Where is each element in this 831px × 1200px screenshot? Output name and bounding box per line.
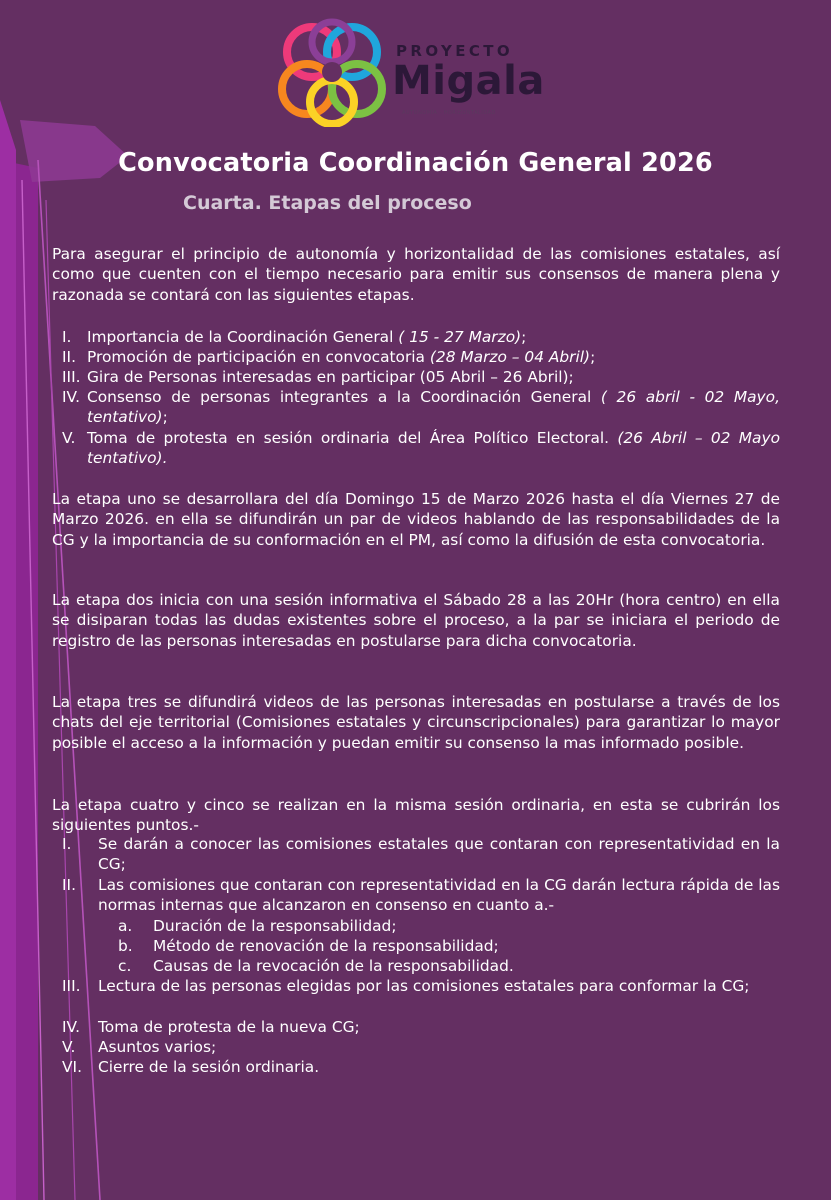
stage-text: Gira de Personas interesadas en participar (05 Abril – 26 Abril); (87, 368, 574, 386)
stage-text: Toma de protesta en sesión ordinaria del Área Político Electoral. (87, 429, 610, 447)
stage-text: Promoción de participación en convocatoria (87, 348, 425, 366)
stage-dates: (26 Abril – 02 Mayo tentativo). (87, 429, 780, 468)
point-text: Lectura de las personas elegidas por las comisiones estatales para conformar la CG; (98, 977, 750, 995)
point-text: Las comisiones que contaran con representatividad en la CG darán lectura rápida de las normas internas que alcanzaron en consenso en cuanto a.- (98, 876, 780, 915)
stage-number: III. (62, 368, 81, 386)
point-text: Asuntos varios; (98, 1038, 217, 1056)
sub-point-text: Causas de la revocación de la responsabilidad. (153, 957, 514, 975)
stage-text: Importancia de la Coordinación General (87, 328, 394, 346)
stage-number: II. (62, 348, 76, 366)
brand-tagline: AUTONOMÍA · HORIZONTALIDAD (402, 110, 496, 116)
point-text: Se darán a conocer las comisiones estatales que contaran con representatividad en la CG; (98, 835, 780, 874)
sub-point-text: Método de renovación de la responsabilidad; (153, 937, 499, 955)
page-title: Convocatoria Coordinación General 2026 (118, 148, 713, 178)
stage-dates: (28 Marzo – 04 Abril) (429, 348, 591, 366)
stage-number: I. (62, 328, 72, 346)
intro-paragraph: Para asegurar el principio de autonomía y horizontalidad de las comisiones estatales, así como que cuenten con el tiempo necesario para emitir sus consensos de manera plena y razonada se contará con las siguientes etapas. (52, 245, 780, 304)
sub-point-letter: c. (118, 957, 132, 975)
brand-proyecto-label: PROYECTO (396, 42, 514, 60)
stage-text: Consenso de personas integrantes a la Coordinación General (87, 388, 592, 406)
stage-dates: ( 26 abril - 02 Mayo, tentativo) (87, 388, 780, 427)
sub-point-letter: b. (118, 937, 133, 955)
logo-center (322, 62, 342, 82)
point-number: I. (62, 835, 72, 853)
paragraph-etapa-dos: La etapa dos inicia con una sesión informativa el Sábado 28 a las 20Hr (hora centro) en ella se disiparan todas las dudas existentes sobre el proceso, a la par se iniciara el periodo de registro de las personas interesadas en postularse para dicha convocatoria. (52, 591, 780, 650)
stage-dates: ( 15 - 27 Marzo) (398, 328, 522, 346)
point-number: VI. (62, 1058, 82, 1076)
point-number: V. (62, 1038, 76, 1056)
paragraph-etapa-cuatro-cinco: La etapa cuatro y cinco se realizan en la misma sesión ordinaria, en esta se cubrirán los siguientes puntos.- (52, 796, 780, 835)
sub-point-text: Duración de la responsabilidad; (153, 917, 397, 935)
point-number: III. (62, 977, 81, 995)
section-subtitle: Cuarta. Etapas del proceso (183, 192, 472, 214)
stage-number: IV. (62, 388, 80, 406)
paragraph-etapa-uno: La etapa uno se desarrollara del día Domingo 15 de Marzo 2026 hasta el día Viernes 27 de Marzo 2026. en ella se difundirán un par de videos hablando de las responsabilidades de la CG y la importancia de su conformación en el PM, así como la difusión de esta convocatoria. (52, 490, 780, 549)
proyecto-migala-logo-icon (277, 17, 387, 127)
stage-number: V. (62, 429, 76, 447)
sub-point-letter: a. (118, 917, 133, 935)
decor-stripe-left (0, 100, 16, 1200)
paragraph-etapa-tres: La etapa tres se difundirá videos de las personas interesadas en postularse a través de los chats del eje territorial (Comisiones estatales y circunscripcionales) para garantizar lo mayor posible el acceso a la información y puedan emitir su consenso la mas informado posible. (52, 693, 780, 752)
brand-migala-label: Migala (392, 58, 545, 104)
point-number: IV. (62, 1018, 80, 1036)
point-text: Cierre de la sesión ordinaria. (98, 1058, 320, 1076)
point-text: Toma de protesta de la nueva CG; (98, 1018, 360, 1036)
point-number: II. (62, 876, 76, 894)
